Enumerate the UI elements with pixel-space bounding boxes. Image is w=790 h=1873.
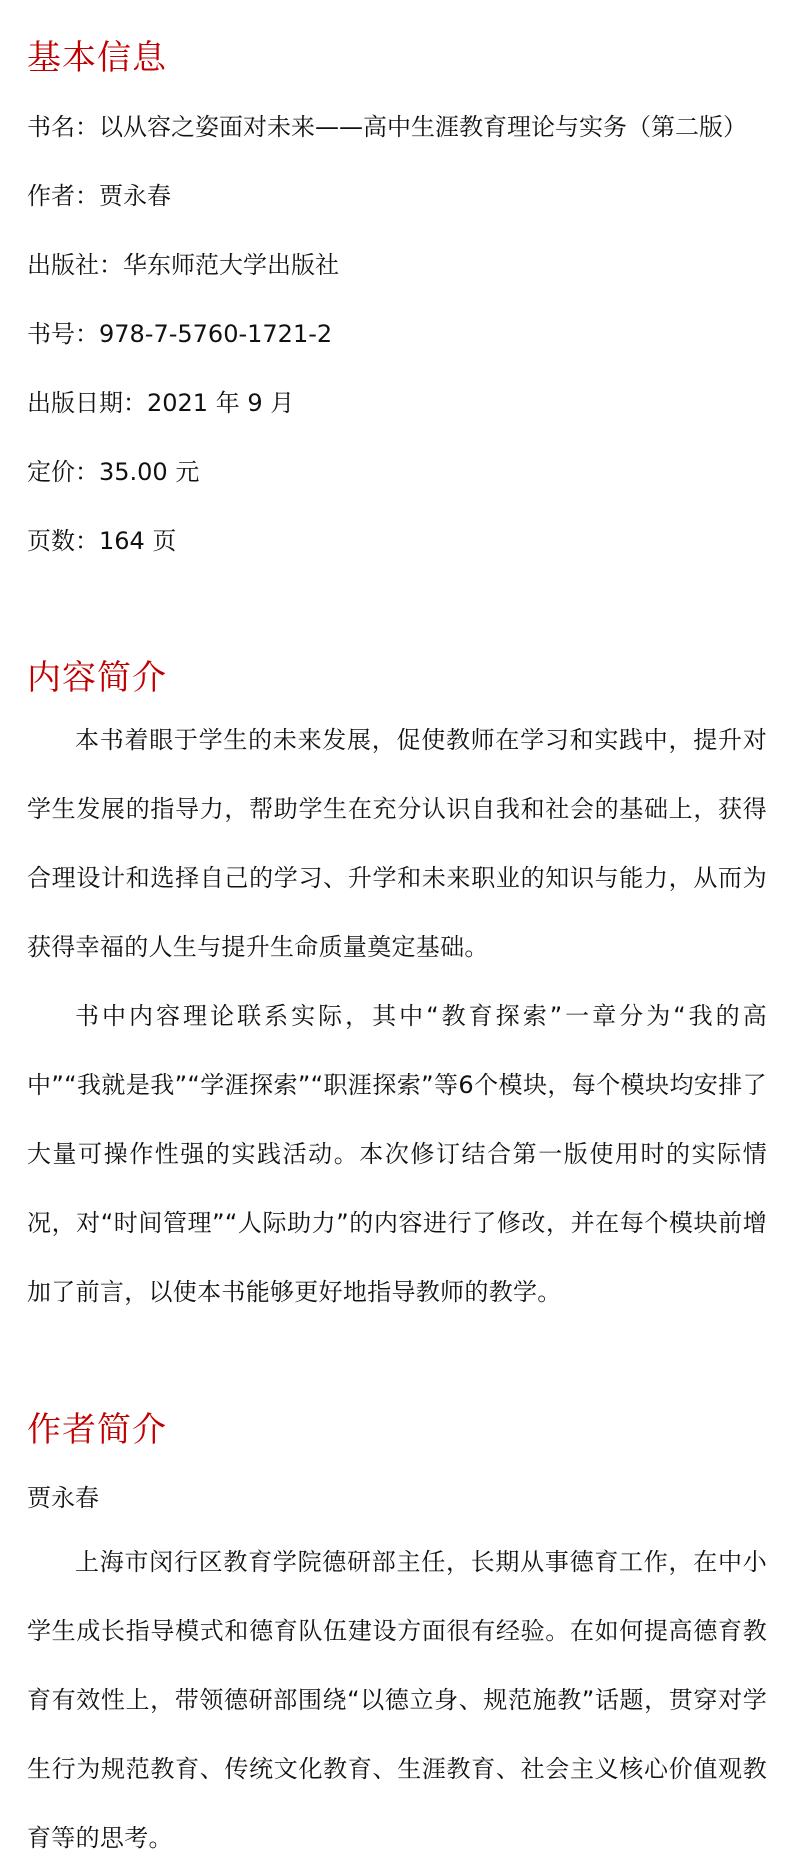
- content-intro-section: [27, 658, 767, 1327]
- content-intro-heading: 内容简介: [27, 658, 167, 698]
- info-price: 定价：35.00 元: [27, 458, 200, 486]
- author-name: 贾永春: [27, 1484, 99, 1512]
- author-intro-paragraph: 上海市闵行区教育学院德研部主任，长期从事德育工作，在中小学生成长指导模式和德育队伍建设方面很有经验。在如何提高德育教育有效性上，带领德研部围绕“以德立身、规范施教”话题，贯穿对学生行为规范教育、传统文化教育、生涯教育、社会主义核心价值观教育等的思考。: [27, 1548, 767, 1852]
- basic-info-heading: 基本信息: [27, 38, 167, 78]
- info-publisher: 出版社：华东师范大学出版社: [27, 251, 339, 279]
- author-intro-section: [27, 1410, 767, 1873]
- basic-info-section: [27, 38, 767, 590]
- info-isbn: 书号：978-7-5760-1721-2: [27, 320, 333, 348]
- author-intro-heading: 作者简介: [27, 1410, 167, 1450]
- content-intro-paragraph-1: 本书着眼于学生的未来发展，促使教师在学习和实践中，提升对学生发展的指导力，帮助学生在充分认识自我和社会的基础上，获得合理设计和选择自己的学习、升学和未来职业的知识与能力，从而为获得幸福的人生与提升生命质量奠定基础。: [27, 726, 767, 961]
- info-pages: 页数：164 页: [27, 527, 177, 555]
- content-intro-paragraph-2: 书中内容理论联系实际，其中“教育探索”一章分为“我的高中”“我就是我”“学涯探索”“职涯探索”等6个模块，每个模块均安排了大量可操作性强的实践活动。本次修订结合第一版使用时的实际情况，对“时间管理”“人际助力”的内容进行了修改，并在每个模块前增加了前言，以使本书能够更好地指导教师的教学。: [27, 1002, 767, 1306]
- info-author: 作者：贾永春: [27, 182, 171, 210]
- info-publish-date: 出版日期：2021 年 9 月: [27, 389, 295, 417]
- info-title: 书名：以从容之姿面对未来——高中生涯教育理论与实务（第二版）: [27, 113, 747, 141]
